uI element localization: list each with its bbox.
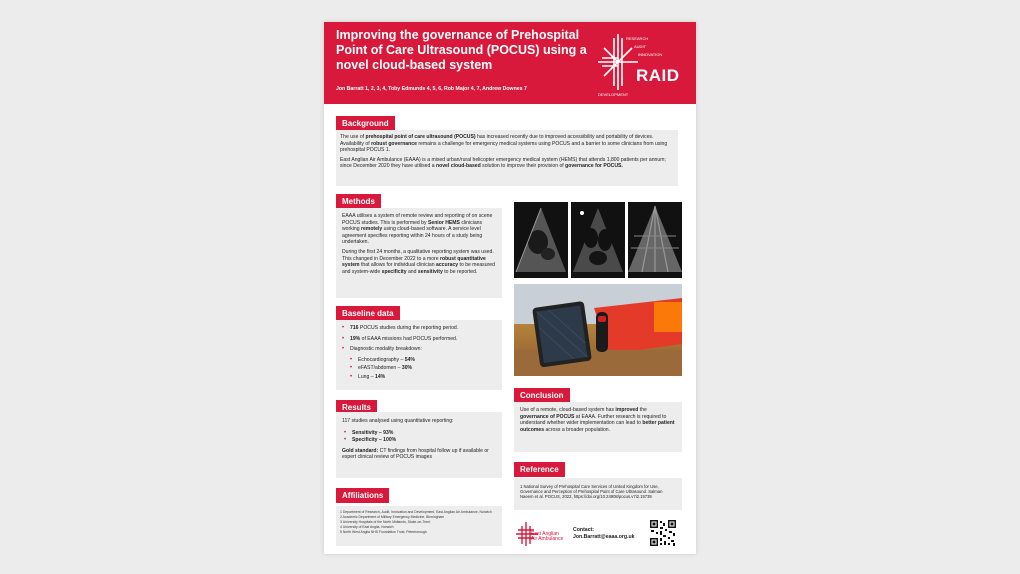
logo-word-innovation: INNOVATION: [638, 52, 663, 57]
modality-item: • Echocardiography – 54%: [340, 357, 498, 364]
affiliation-item: 5 North West Anglia NHS Foundation Trust, Peterborough: [340, 530, 427, 534]
methods-paragraph-1: EAAA utilises a system of remote review and reporting of on scene POCUS studies. This is performed by Senior HEMS clinicians working remotely using cloud-based software. A service level agreement specifies reporting within 24 hours of a study being undertaken.: [342, 213, 493, 246]
specificity-item: • Specificity – 100%: [342, 437, 496, 444]
conclusion-heading: Conclusion: [514, 388, 570, 403]
baseline-item-missions: • 19% of EAAA missions had POCUS performed.: [340, 336, 498, 343]
results-heading: Results: [336, 400, 377, 415]
conclusion-section: [514, 402, 682, 452]
contact-label: Contact:: [573, 527, 595, 533]
reference-text: 1 National Survey of Prehospital Care Services of United Kingdom for Use, Governance and Perception of Prehospital Point of Care Ultrasound. Salman Naeem et al. POCUS, 2022, https://doi.org/10.24908/pocus.v7i2.15739: [520, 484, 663, 500]
background-heading: Background: [336, 116, 395, 131]
reference-heading: Reference: [514, 462, 565, 477]
sensitivity-item: • Sensitivity – 93%: [342, 430, 496, 437]
background-section: [336, 130, 678, 186]
author-list: Jon Barratt 1, 2, 3, 4, Toby Edmunds 4, 5, 6, Rob Major 4, 7, Andrew Downes 7: [336, 86, 527, 92]
baseline-item-studies: • 716 POCUS studies during the reporting period.: [340, 325, 498, 332]
poster: [324, 22, 696, 554]
methods-paragraph-2: During the first 24 months, a qualitative reporting system was used. This changed in December 2022 to a more robust quantitative system that allows for individual clinician accuracy to be measured and system-wide specificity and sensitivity to be reported.: [342, 248, 495, 275]
baseline-heading: Baseline data: [336, 306, 400, 321]
reference-section: [514, 478, 682, 510]
contact-email[interactable]: Jon.Barratt@eaaa.org.uk: [573, 534, 635, 540]
raid-logo-icon: [594, 24, 690, 100]
logo-word-research: RESEARCH: [626, 36, 649, 41]
ultrasound-image-2: [571, 202, 625, 278]
methods-heading: Methods: [336, 194, 381, 209]
affiliation-item: 2 Academic Department of Military Emergency Medicine, Birmingham: [340, 515, 445, 519]
logo-word-audit: AUDIT: [634, 44, 646, 49]
ultrasound-image-1: [514, 202, 568, 278]
modality-item: • eFAST/abdomen – 30%: [340, 365, 498, 372]
poster-header: [324, 22, 696, 104]
background-paragraph-2: East Anglian Air Ambulance (EAAA) is a mixed urban/rural helicopter emergency medical system (HEMS) that attends 1,800 patients per annum; since December 2020 they have utilised a novel cloud-based solution to improve their provision of governance for POCUS.: [340, 156, 666, 170]
methods-section: [336, 208, 502, 298]
affiliations-heading: Affiliations: [336, 488, 389, 503]
poster-title: Improving the governance of Prehospital Point of Care Ultrasound (POCUS) using a novel cloud-based system: [336, 28, 587, 72]
ultrasound-device-photo: [514, 284, 682, 376]
ultrasound-image-3: [628, 202, 682, 278]
affiliation-item: 1 Department of Research, Audit, Innovation and Development, East Anglian Air Ambulance, Norwich: [340, 510, 492, 514]
eaa-logo-text: East Anglian Air Ambulance: [531, 531, 564, 543]
affiliations-section: [336, 506, 502, 546]
background-paragraph-1: The use of prehospital point of care ultrasound (POCUS) has increased recently due to improved accessibility and portability of devices. Availability of robust governance remains a challenge for emergency medical systems using POCUS and a barrier to some clinicians from using prehospital POCUS 1.: [340, 134, 668, 154]
results-section: [336, 412, 502, 478]
affiliation-item: 4 University of East Anglia, Norwich: [340, 525, 394, 529]
results-intro: 117 studies analysed using quantitative reporting:: [342, 418, 454, 424]
affiliation-item: 3 University Hospitals of the North Midlands, Stoke-on-Trent: [340, 520, 431, 524]
modality-item: • Lung – 14%: [340, 374, 498, 381]
raid-logo-text: RAID: [636, 66, 680, 85]
baseline-section: [336, 320, 502, 390]
conclusion-text: Use of a remote, cloud-based system has improved the governance of POCUS at EAAA. Further research is required to understand whether wider implementation can lead to better patient outcomes across a broader population.: [520, 407, 675, 433]
baseline-item-modality: • Diagnostic modality breakdown:: [340, 346, 498, 353]
contact-block: [573, 527, 635, 541]
qr-code-icon[interactable]: [649, 519, 677, 547]
logo-word-development: DEVELOPMENT: [598, 92, 629, 97]
gold-standard: Gold standard: CT findings from hospital follow up if available or expert clinical review of POCUS images: [342, 447, 489, 461]
